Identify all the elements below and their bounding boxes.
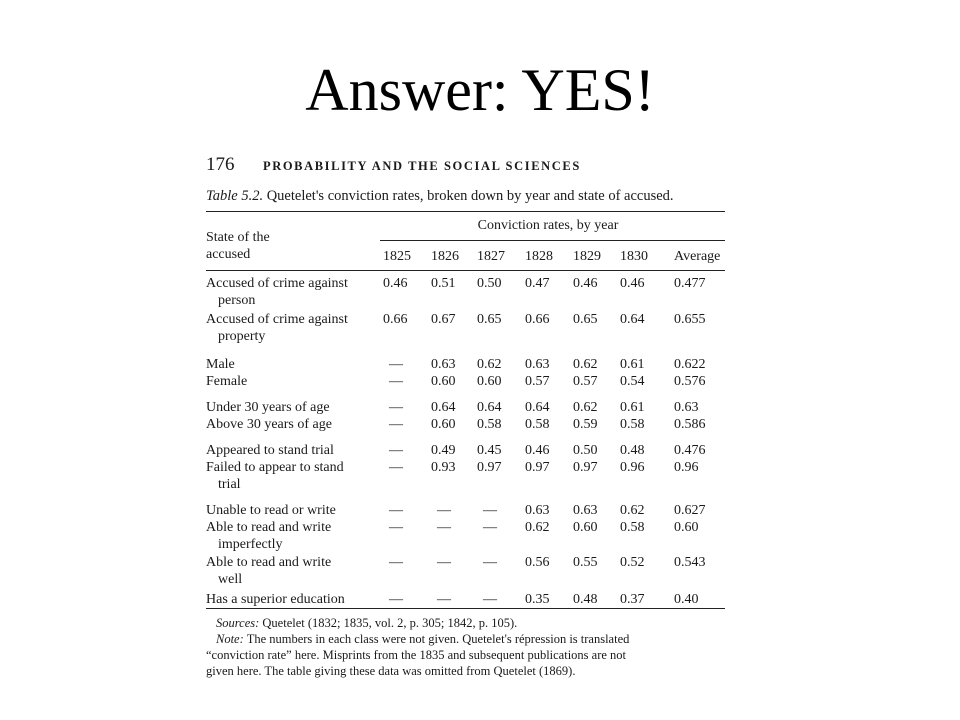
table-cell: 0.50 xyxy=(573,443,598,458)
table-cell: 0.93 xyxy=(431,460,456,475)
table-cell: 0.655 xyxy=(674,312,706,327)
table-cell: 0.62 xyxy=(477,357,502,372)
table-cell: 0.62 xyxy=(620,503,645,518)
table-cell: 0.627 xyxy=(674,503,706,518)
table-cell: 0.46 xyxy=(573,276,598,291)
table-cell: 0.46 xyxy=(383,276,408,291)
table-cell: 0.576 xyxy=(674,374,706,389)
stub-header xyxy=(206,229,270,263)
table-cell: — xyxy=(389,555,403,570)
running-head xyxy=(203,150,725,180)
table-cell: 0.55 xyxy=(573,555,598,570)
row-label: Male xyxy=(206,357,235,372)
column-header: 1830 xyxy=(620,249,648,264)
caption-text: Quetelet's conviction rates, broken down by year and state of accused. xyxy=(266,188,674,204)
table-cell: — xyxy=(437,592,451,607)
table-cell: 0.96 xyxy=(674,460,699,475)
table-cell: 0.57 xyxy=(573,374,598,389)
column-header: 1825 xyxy=(383,249,411,264)
table-cell: 0.65 xyxy=(477,312,502,327)
table-cell: 0.64 xyxy=(477,400,502,415)
table-cell: 0.58 xyxy=(620,417,645,432)
table-cell: 0.58 xyxy=(620,520,645,535)
table-cell: 0.58 xyxy=(477,417,502,432)
column-header: Average xyxy=(674,249,721,264)
row-label: Accused of crime against property xyxy=(206,312,348,344)
table-cell: 0.40 xyxy=(674,592,699,607)
table-cell: 0.46 xyxy=(620,276,645,291)
note-line: “conviction rate” here. Misprints from the 1835 and subsequent publications are not xyxy=(206,648,627,662)
caption-label: Table 5.2. xyxy=(206,188,264,204)
table-cell: 0.62 xyxy=(573,400,598,415)
stub-header-line: accused xyxy=(206,247,251,262)
table-cell: 0.63 xyxy=(525,357,550,372)
table-cell: — xyxy=(483,555,497,570)
table-cell: 0.48 xyxy=(620,443,645,458)
table-cell: 0.48 xyxy=(573,592,598,607)
table-cell: 0.62 xyxy=(525,520,550,535)
table-cell: 0.54 xyxy=(620,374,645,389)
table-cell: — xyxy=(389,592,403,607)
table-cell: — xyxy=(483,592,497,607)
scan-edge-mark xyxy=(714,570,722,690)
column-header: 1829 xyxy=(573,249,601,264)
table-cell: 0.62 xyxy=(573,357,598,372)
table-cell: 0.97 xyxy=(477,460,502,475)
table-cell: 0.586 xyxy=(674,417,706,432)
table-cell: — xyxy=(437,503,451,518)
table-cell: — xyxy=(389,417,403,432)
table-cell: 0.60 xyxy=(477,374,502,389)
table-cell: 0.57 xyxy=(525,374,550,389)
table-cell: 0.97 xyxy=(525,460,550,475)
note-text: The numbers in each class were not given. Quetelet's répression is translated xyxy=(246,632,630,646)
table-cell: 0.51 xyxy=(431,276,456,291)
row-label: Appeared to stand trial xyxy=(206,443,334,458)
row-label: Has a superior education xyxy=(206,592,345,607)
row-label: Unable to read or write xyxy=(206,503,336,518)
table-cell: — xyxy=(389,503,403,518)
table-cell: — xyxy=(389,520,403,535)
table-cell: 0.63 xyxy=(674,400,699,415)
sources-text: Quetelet (1832; 1835, vol. 2, p. 305; 1842, p. 105). xyxy=(262,616,518,630)
sources-line xyxy=(206,615,726,631)
table-cell: 0.58 xyxy=(525,417,550,432)
table-caption xyxy=(206,188,674,205)
sources-label: Sources: xyxy=(216,616,260,630)
table-cell: 0.45 xyxy=(477,443,502,458)
table-cell: 0.64 xyxy=(525,400,550,415)
column-header: 1827 xyxy=(477,249,505,264)
table-cell: 0.52 xyxy=(620,555,645,570)
row-label: Female xyxy=(206,374,248,389)
note-line: given here. The table giving these data was omitted from Quetelet (1869). xyxy=(206,664,576,678)
table-cell: 0.63 xyxy=(525,503,550,518)
spanner-header: Conviction rates, by year xyxy=(477,218,619,233)
table-cell: 0.65 xyxy=(573,312,598,327)
table-cell: 0.66 xyxy=(525,312,550,327)
page-number: 176 xyxy=(206,154,235,175)
table-cell: 0.67 xyxy=(431,312,456,327)
table-cell: 0.47 xyxy=(525,276,550,291)
note-line xyxy=(206,631,726,647)
row-label: Accused of crime against person xyxy=(206,276,348,308)
table-cell: — xyxy=(389,460,403,475)
table-cell: 0.477 xyxy=(674,276,706,291)
table-cell: 0.60 xyxy=(573,520,598,535)
row-label: Able to read and write well xyxy=(206,555,332,587)
spanner-rule xyxy=(380,240,725,241)
table-cell: 0.46 xyxy=(525,443,550,458)
table-cell: 0.97 xyxy=(573,460,598,475)
table-cell: 0.61 xyxy=(620,400,645,415)
book-running-title: PROBABILITY AND THE SOCIAL SCIENCES xyxy=(263,159,581,173)
table-cell: 0.64 xyxy=(620,312,645,327)
row-label: Under 30 years of age xyxy=(206,400,330,415)
table-cell: 0.61 xyxy=(620,357,645,372)
note-label: Note: xyxy=(216,632,244,646)
table-cell: 0.66 xyxy=(383,312,408,327)
table-cell: 0.49 xyxy=(431,443,456,458)
column-header: 1828 xyxy=(525,249,553,264)
table-cell: 0.59 xyxy=(573,417,598,432)
table-cell: — xyxy=(437,520,451,535)
table-cell: — xyxy=(483,520,497,535)
table-cell: — xyxy=(389,374,403,389)
table-cell: 0.64 xyxy=(431,400,456,415)
table-cell: — xyxy=(389,357,403,372)
slide-title: Answer: YES! xyxy=(305,57,655,123)
table-cell: 0.50 xyxy=(477,276,502,291)
table-cell: 0.60 xyxy=(431,374,456,389)
table-cell: 0.543 xyxy=(674,555,706,570)
table-cell: — xyxy=(389,400,403,415)
stub-header-line: State of the xyxy=(206,230,270,245)
row-label: Above 30 years of age xyxy=(206,417,332,432)
table-cell: 0.35 xyxy=(525,592,550,607)
table-cell: 0.60 xyxy=(431,417,456,432)
table-cell: 0.476 xyxy=(674,443,706,458)
table-cell: 0.63 xyxy=(573,503,598,518)
table-cell: — xyxy=(437,555,451,570)
table-cell: — xyxy=(389,443,403,458)
row-label: Failed to appear to stand trial xyxy=(206,460,344,492)
table-notes xyxy=(206,615,726,679)
table-bottom-rule xyxy=(206,608,725,609)
row-label: Able to read and write imperfectly xyxy=(206,520,332,552)
table-cell: 0.60 xyxy=(674,520,699,535)
table-cell: 0.622 xyxy=(674,357,706,372)
table-cell: 0.63 xyxy=(431,357,456,372)
header-bottom-rule xyxy=(206,270,725,271)
table-cell: 0.37 xyxy=(620,592,645,607)
table-cell: — xyxy=(483,503,497,518)
table-top-rule xyxy=(206,211,725,212)
table-cell: 0.96 xyxy=(620,460,645,475)
table-cell: 0.56 xyxy=(525,555,550,570)
column-header: 1826 xyxy=(431,249,459,264)
